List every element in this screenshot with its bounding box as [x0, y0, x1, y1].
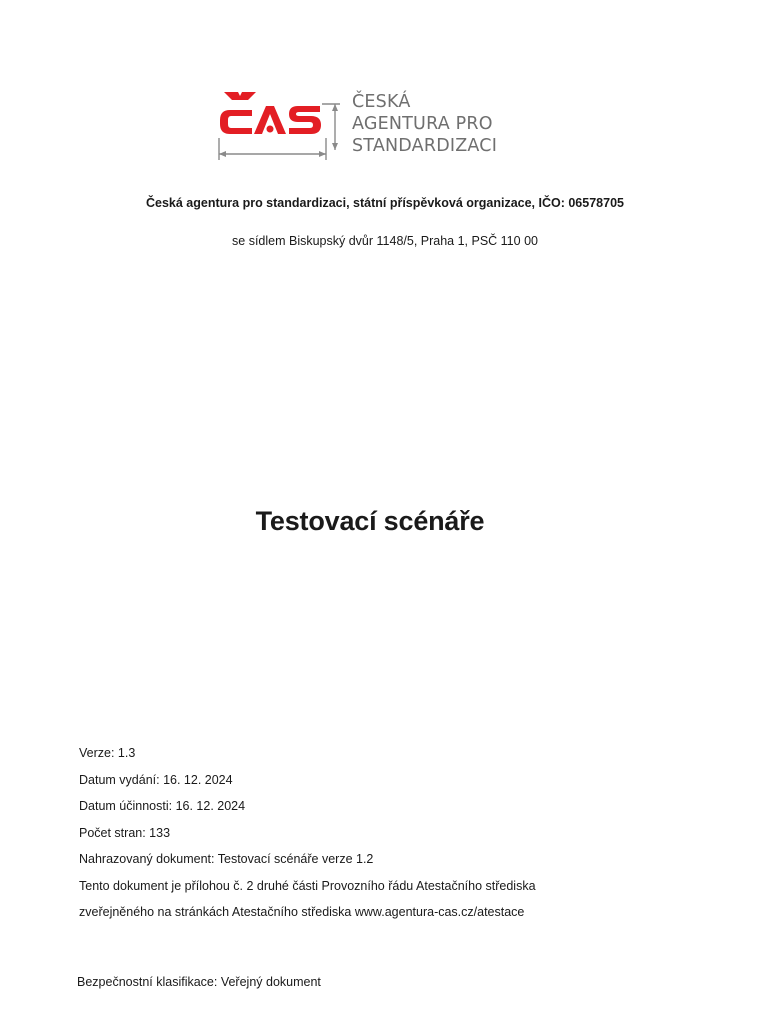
seat-address-line: se sídlem Biskupský dvůr 1148/5, Praha 1, PSČ 110 00 [232, 234, 538, 248]
annex-line-2: zveřejněného na stránkách Atestačního střediska www.agentura-cas.cz/atestace [79, 905, 525, 919]
document-metadata [79, 740, 536, 926]
annex-line-1: Tento dokument je přílohou č. 2 druhé části Provozního řádu Atestačního střediska [79, 878, 536, 893]
logo-line-3: STANDARDIZACI [352, 136, 498, 156]
organization-line: Česká agentura pro standardizaci, státní příspěvková organizace, IČO: 06578705 [146, 196, 624, 210]
effective-date-line: Datum účinnosti: 16. 12. 2024 [79, 799, 246, 813]
page-count-line: Počet stran: 133 [79, 825, 171, 840]
cas-logo [218, 88, 518, 164]
cas-logo-wordmark [352, 91, 497, 157]
security-classification: Bezpečnostní klasifikace: Veřejný dokument [77, 975, 321, 989]
replaced-document-line: Nahrazovaný dokument: Testovací scénáře verze 1.2 [79, 852, 374, 866]
cas-logo-mark [218, 88, 348, 164]
logo-line-1: ČESKÁ [352, 92, 411, 112]
issue-date-line: Datum vydání: 16. 12. 2024 [79, 772, 233, 787]
document-title: Testovací scénáře [255, 506, 485, 536]
version-line: Verze: 1.3 [79, 746, 136, 760]
logo-line-2: AGENTURA PRO [352, 114, 493, 134]
